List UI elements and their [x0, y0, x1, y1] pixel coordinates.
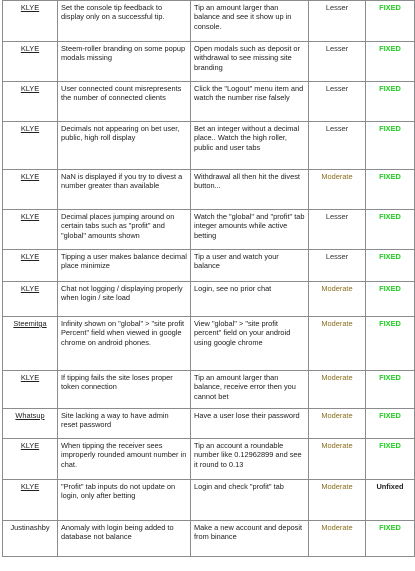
status-cell: FIXED: [366, 521, 415, 557]
severity-cell: Moderate: [309, 439, 366, 480]
table-row: [3, 250, 415, 282]
reporter-cell[interactable]: KLYE: [3, 371, 58, 409]
reproduce-cell: Tip an amount larger than balance, receive error then you cannot bet: [191, 371, 309, 409]
status-cell: FIXED: [366, 439, 415, 480]
reporter-cell[interactable]: KLYE: [3, 210, 58, 250]
issue-cell: Infinity shown on "global" > "site profit Percent" field when viewed in google chrome on android phones.: [58, 317, 191, 371]
severity-cell: Moderate: [309, 480, 366, 521]
severity-cell: Lesser: [309, 122, 366, 170]
status-cell: FIXED: [366, 371, 415, 409]
table-row: [3, 282, 415, 317]
reporter-cell[interactable]: Steemitga: [3, 317, 58, 371]
issue-cell: Chat not logging / displaying properly when login / site load: [58, 282, 191, 317]
issue-cell: If tipping fails the site loses proper token connection: [58, 371, 191, 409]
table-row: [3, 521, 415, 557]
table-row: [3, 82, 415, 122]
table-body: [3, 1, 415, 557]
reporter-cell[interactable]: KLYE: [3, 1, 58, 42]
issue-cell: Decimal places jumping around on certain tabs such as "profit" and "global" amounts shown: [58, 210, 191, 250]
severity-cell: Lesser: [309, 250, 366, 282]
reporter-cell[interactable]: KLYE: [3, 282, 58, 317]
reproduce-cell: Tip an amount larger than balance and see it show up in console.: [191, 1, 309, 42]
status-cell: FIXED: [366, 317, 415, 371]
reporter-cell[interactable]: KLYE: [3, 122, 58, 170]
status-cell: FIXED: [366, 122, 415, 170]
status-cell: FIXED: [366, 170, 415, 210]
table-row: [3, 170, 415, 210]
table-row: [3, 122, 415, 170]
issue-cell: NaN is displayed if you try to divest a number greater than available: [58, 170, 191, 210]
reproduce-cell: Open modals such as deposit or withdrawal to see missing site branding: [191, 42, 309, 82]
reproduce-cell: Make a new account and deposit from binance: [191, 521, 309, 557]
reproduce-cell: Login, see no prior chat: [191, 282, 309, 317]
reporter-cell[interactable]: KLYE: [3, 439, 58, 480]
status-cell: FIXED: [366, 210, 415, 250]
status-cell: FIXED: [366, 282, 415, 317]
status-cell: FIXED: [366, 82, 415, 122]
severity-cell: Lesser: [309, 210, 366, 250]
issue-cell: When tipping the receiver sees improperly rounded amount number in chat.: [58, 439, 191, 480]
reporter-cell[interactable]: Justinashby: [3, 521, 58, 557]
issue-cell: Set the console tip feedback to display only on a successful tip.: [58, 1, 191, 42]
issue-cell: Anomaly with login being added to database not balance: [58, 521, 191, 557]
issue-cell: Tipping a user makes balance decimal place minimize: [58, 250, 191, 282]
reproduce-cell: Tip an account a roundable number like 0.12962899 and see it round to 0.13: [191, 439, 309, 480]
severity-cell: Lesser: [309, 42, 366, 82]
reproduce-cell: Withdrawal all then hit the divest button...: [191, 170, 309, 210]
issue-cell: Steem-roller branding on some popup modals missing: [58, 42, 191, 82]
issue-cell: User connected count misrepresents the number of connected clients: [58, 82, 191, 122]
reporter-cell[interactable]: KLYE: [3, 82, 58, 122]
status-cell: FIXED: [366, 409, 415, 439]
status-cell: FIXED: [366, 1, 415, 42]
severity-cell: Moderate: [309, 409, 366, 439]
reproduce-cell: Watch the "global" and "profit" tab integer amounts while active betting: [191, 210, 309, 250]
reporter-cell[interactable]: KLYE: [3, 42, 58, 82]
table-row: [3, 317, 415, 371]
severity-cell: Lesser: [309, 82, 366, 122]
table-row: [3, 439, 415, 480]
table-row: [3, 210, 415, 250]
table-row: [3, 42, 415, 82]
table-row: [3, 1, 415, 42]
reporter-cell[interactable]: KLYE: [3, 250, 58, 282]
table-row: [3, 371, 415, 409]
severity-cell: Moderate: [309, 170, 366, 210]
reproduce-cell: View "global" > "site profit percent" field on your android using google chrome: [191, 317, 309, 371]
reporter-cell[interactable]: Whatsup: [3, 409, 58, 439]
severity-cell: Moderate: [309, 371, 366, 409]
reproduce-cell: Have a user lose their password: [191, 409, 309, 439]
bug-report-table: [2, 0, 415, 557]
reproduce-cell: Login and check "profit" tab: [191, 480, 309, 521]
issue-cell: Site lacking a way to have admin reset password: [58, 409, 191, 439]
severity-cell: Moderate: [309, 317, 366, 371]
reporter-cell[interactable]: KLYE: [3, 480, 58, 521]
table-row: [3, 480, 415, 521]
severity-cell: Lesser: [309, 1, 366, 42]
status-cell: FIXED: [366, 42, 415, 82]
reproduce-cell: Click the "Logout" menu item and watch the number rise falsely: [191, 82, 309, 122]
reporter-cell[interactable]: KLYE: [3, 170, 58, 210]
status-cell: FIXED: [366, 250, 415, 282]
status-cell: Unfixed: [366, 480, 415, 521]
severity-cell: Moderate: [309, 282, 366, 317]
table-row: [3, 409, 415, 439]
reproduce-cell: Tip a user and watch your balance: [191, 250, 309, 282]
reproduce-cell: Bet an integer without a decimal place.. Watch the high roller, public and user tabs: [191, 122, 309, 170]
issue-cell: "Profit" tab inputs do not update on login, only after betting: [58, 480, 191, 521]
issue-cell: Decimals not appearing on bet user, public, high roll display: [58, 122, 191, 170]
severity-cell: Moderate: [309, 521, 366, 557]
